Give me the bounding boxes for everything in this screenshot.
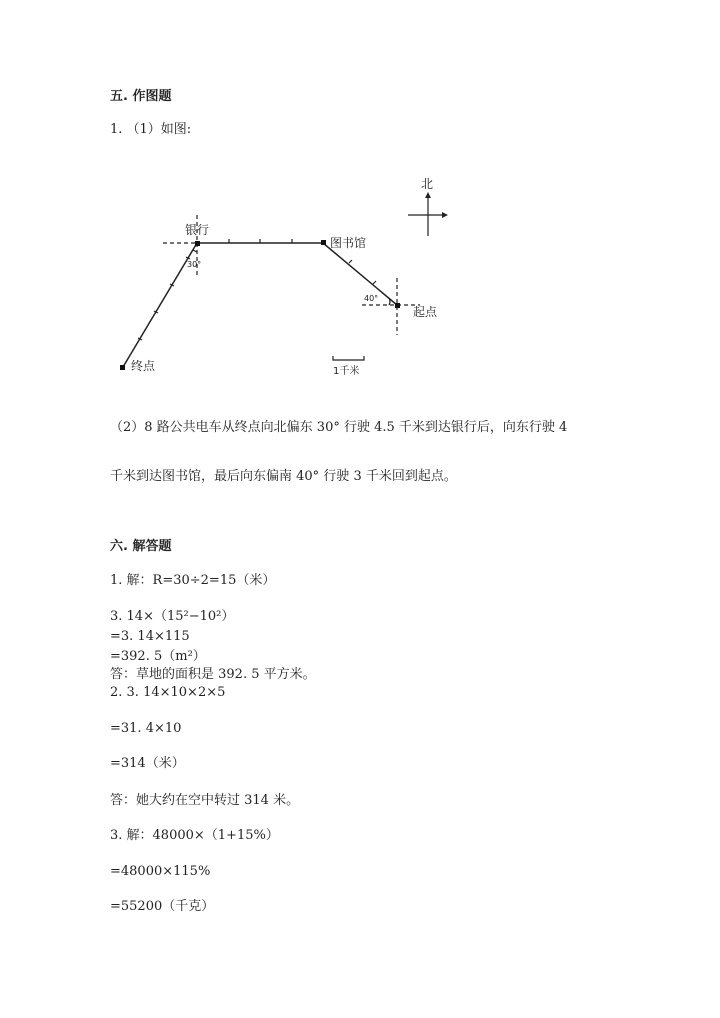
angle-40-label: 40° (364, 294, 379, 303)
section-title-5: 五. 作图题 (110, 89, 172, 104)
ticks-southeast (349, 260, 376, 284)
question-1-1: 1. （1）如图: (110, 122, 192, 137)
angle-arc-40 (389, 298, 390, 305)
answer-line: =314（米） (110, 756, 185, 771)
answer-line: =392. 5（m²） (110, 649, 206, 664)
start-label: 起点 (413, 305, 438, 319)
answer-line: 答：草地的面积是 392. 5 平方米。 (110, 667, 316, 682)
answer-line: 3. 14×（15²−10²） (110, 609, 235, 624)
answer-line: 3. 解：48000×（1+15%） (110, 828, 279, 843)
scale-label: 1千米 (333, 366, 360, 377)
north-label: 北 (421, 177, 434, 191)
section-title-6: 六. 解答题 (110, 539, 172, 554)
route-diagram (0, 0, 720, 400)
scale-bar (333, 356, 364, 360)
end-label: 终点 (131, 359, 156, 373)
bank-label: 银行 (185, 223, 210, 237)
library-point (321, 240, 326, 245)
end-point (120, 365, 125, 370)
bank-point (195, 241, 200, 246)
answer-line: 2. 3. 14×10×2×5 (110, 685, 226, 700)
answer-line: 1. 解：R=30÷2=15（米） (110, 573, 276, 588)
start-point (395, 303, 400, 308)
library-label: 图书馆 (330, 236, 367, 250)
question-1-2-line2: 千米到达图书馆，最后向东偏南 40° 行驶 3 千米回到起点。 (110, 469, 457, 484)
answer-line: 答：她大约在空中转过 314 米。 (110, 793, 300, 808)
answer-line: =48000×115% (110, 864, 211, 879)
answer-line: =31. 4×10 (110, 721, 182, 736)
question-1-2-line1: （2）8 路公共电车从终点向北偏东 30° 行驶 4.5 千米到达银行后，向东行驶 4 (110, 420, 568, 435)
answer-line: =55200（千克） (110, 899, 215, 914)
angle-30-label: 30° (187, 260, 202, 269)
answer-line: =3. 14×115 (110, 629, 190, 644)
route-end-to-bank (123, 243, 197, 367)
route-library-to-start (323, 243, 397, 305)
